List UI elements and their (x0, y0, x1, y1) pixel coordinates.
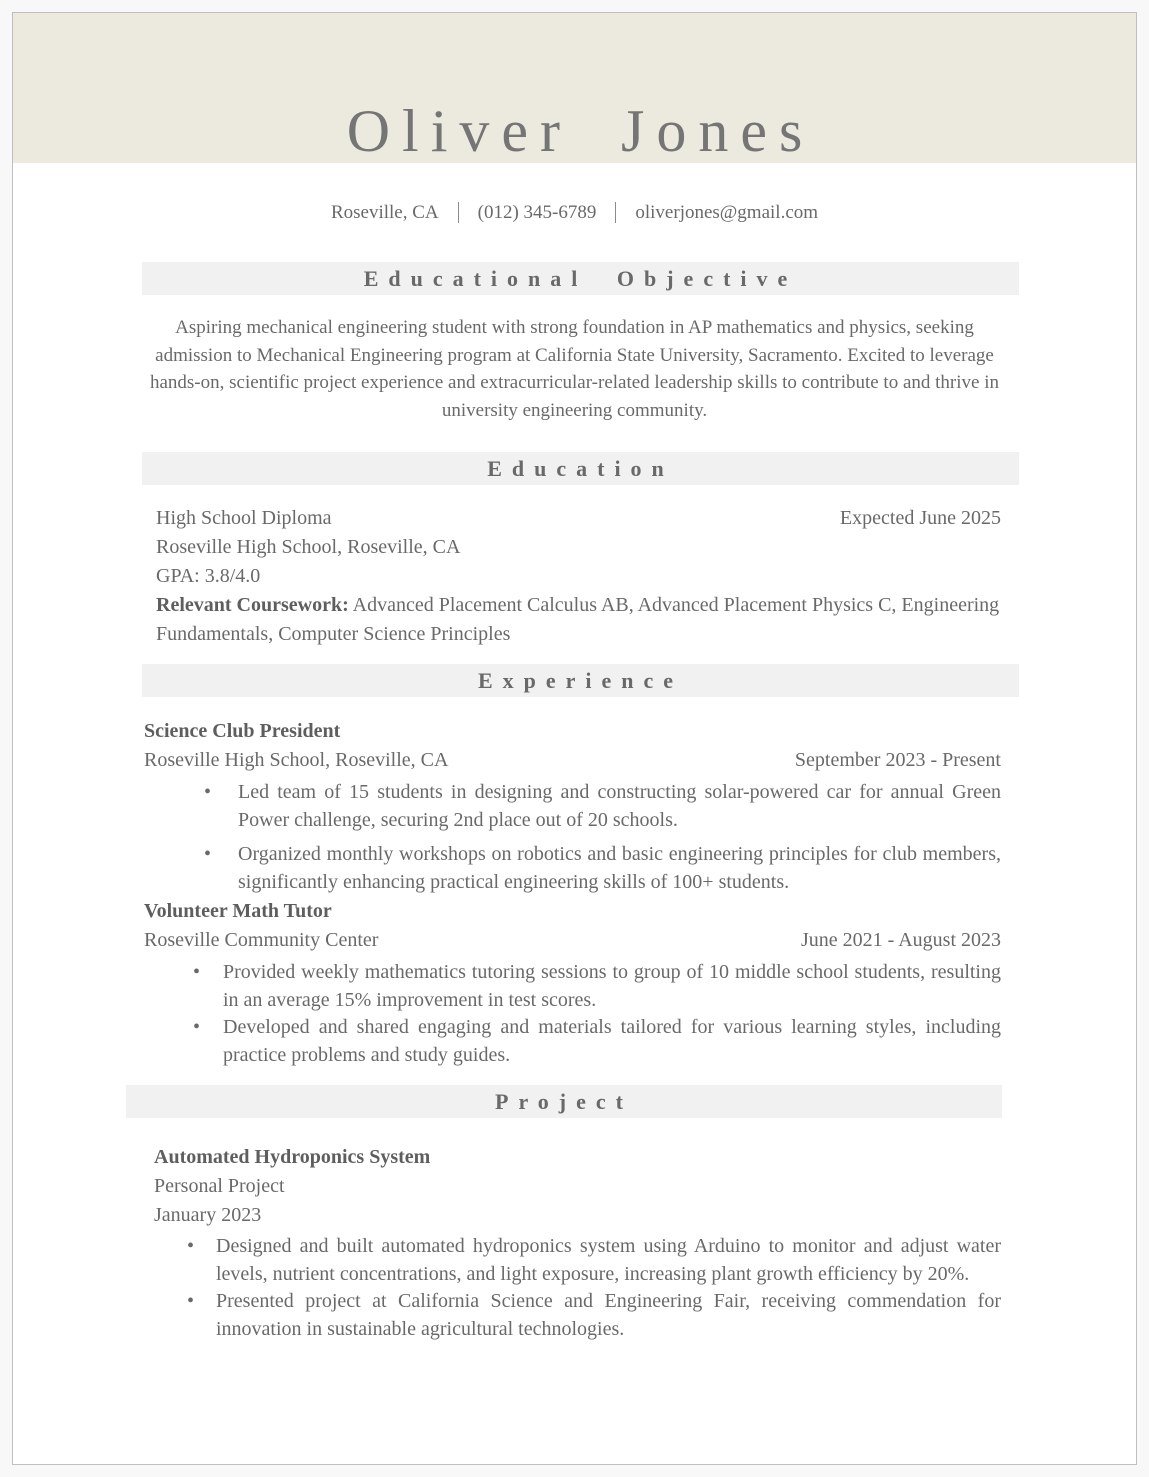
section-header-project (126, 1085, 1002, 1118)
job-bullet-list (144, 779, 1001, 896)
contact-row (13, 202, 1136, 224)
project-kind: Personal Project (154, 1175, 285, 1198)
job-dates: September 2023 - Present (794, 749, 1001, 772)
header-banner (13, 13, 1136, 163)
experience-entry (144, 717, 1001, 896)
education-degree-row (156, 504, 1001, 533)
bullet-item: • Provided weekly mathematics tutoring sessions to group of 10 middle school students, resulting in an average 15% improvement in test scores. (144, 959, 1001, 1014)
contact-divider (615, 202, 616, 223)
job-role: Volunteer Math Tutor (144, 900, 332, 923)
section-title: Project (495, 1089, 633, 1115)
candidate-name: Oliver Jones (346, 98, 815, 164)
coursework-line (156, 591, 1001, 649)
coursework-label: Relevant Coursework: (156, 594, 349, 617)
project-date: January 2023 (154, 1204, 262, 1227)
contact-location: Roseville, CA (330, 202, 439, 223)
job-meta-row (144, 926, 1001, 955)
bullet-item: • Led team of 15 students in designing and constructing solar-powered car for annual Green Power challenge, securing 2nd place out of 20 schools. (144, 779, 1001, 834)
section-header-education (142, 452, 1019, 485)
experience-entries (144, 717, 1001, 1069)
education-date: Expected June 2025 (839, 507, 1001, 530)
job-org: Roseville Community Center (144, 929, 379, 952)
section-title: Education (487, 456, 674, 482)
experience-entry (144, 897, 1001, 1069)
contact-email: oliverjones@gmail.com (635, 202, 819, 223)
gpa-line: GPA: 3.8/4.0 (156, 565, 261, 588)
section-title: Educational Objective (363, 266, 798, 292)
objective-text: Aspiring mechanical engineering student with strong foundation in AP mathematics and physics, seeking admission to Mechanical Engineering program at California State University, Sacramento. Excited to leverage hands-on, scientific project experience and extracurricular-related leadership skills to contribute to and thrive in university engineering community. (149, 317, 999, 421)
education-entry (156, 504, 1001, 649)
coursework-text: Advanced Placement Calculus AB, Advanced Placement Physics C, Engineering Fundamentals, Computer Science Principles (156, 594, 1000, 646)
bullet-item: • Presented project at California Science and Engineering Fair, receiving commendation for innovation in sustainable agricultural technologies. (154, 1288, 1001, 1343)
section-header-educational-objective (142, 262, 1019, 295)
resume-document (12, 12, 1137, 1465)
job-dates: June 2021 - August 2023 (801, 929, 1001, 952)
job-meta-row (144, 746, 1001, 775)
contact-phone: (012) 345-6789 (477, 202, 597, 223)
contact-divider (458, 202, 459, 223)
degree-name: High School Diploma (156, 507, 332, 530)
job-role: Science Club President (144, 720, 341, 743)
job-org: Roseville High School, Roseville, CA (144, 749, 449, 772)
job-bullet-list (144, 959, 1001, 1069)
project-name: Automated Hydroponics System (154, 1146, 431, 1169)
bullet-item: • Developed and shared engaging and materials tailored for various learning styles, including practice problems and study guides. (144, 1014, 1001, 1069)
section-header-experience (142, 664, 1019, 697)
project-entry (154, 1143, 1001, 1343)
school-name: Roseville High School, Roseville, CA (156, 536, 461, 559)
bullet-item: • Organized monthly workshops on robotics and basic engineering principles for club members, significantly enhancing practical engineering skills of 100+ students. (144, 841, 1001, 896)
section-title: Experience (477, 668, 684, 694)
bullet-item: • Designed and built automated hydroponics system using Arduino to monitor and adjust water levels, nutrient concentrations, and light exposure, increasing plant growth efficiency by 20%. (154, 1233, 1001, 1288)
project-bullet-list (154, 1233, 1001, 1343)
